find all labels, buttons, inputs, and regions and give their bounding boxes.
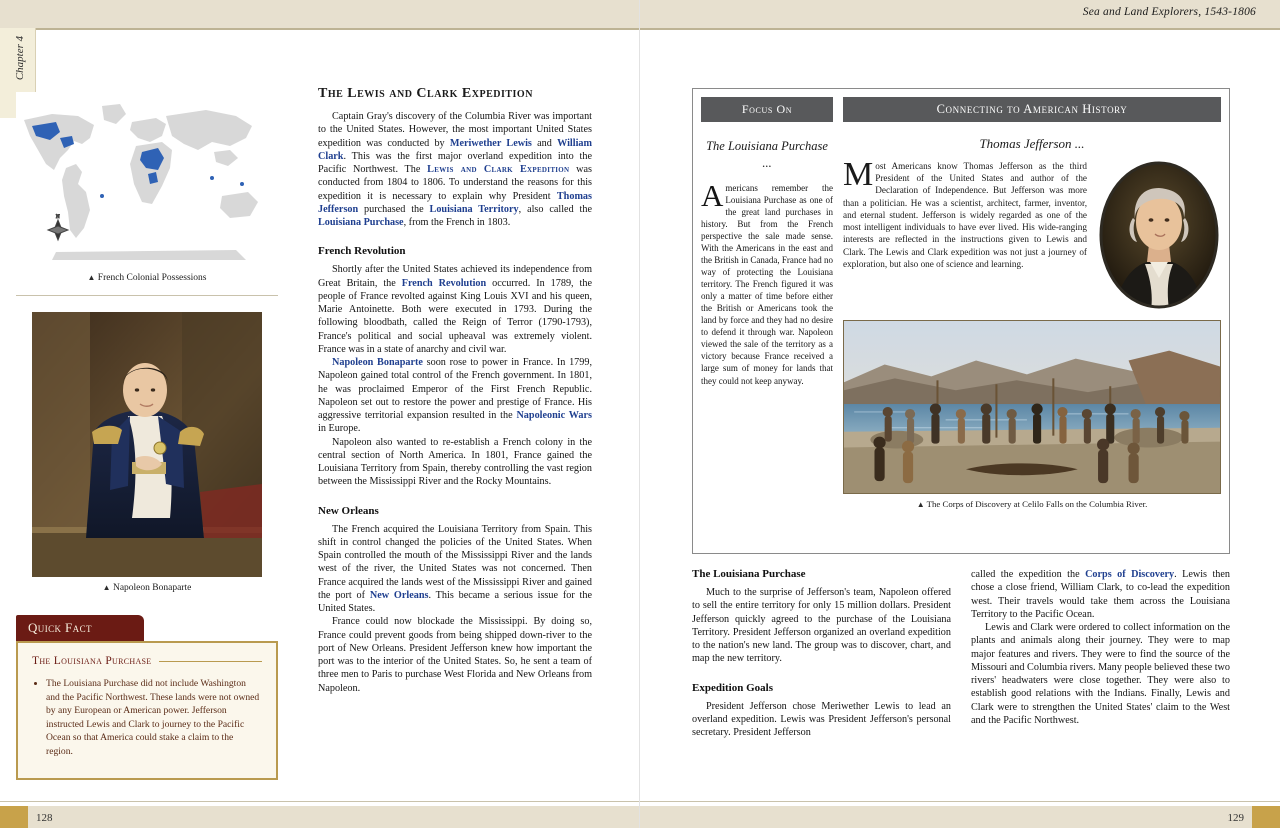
list-item: • The Louisiana Purchase did not include Washington and the Pacific Northwest. These lands were not owned by any European or American power. Jefferson instructed Lewis and Clark to journey to the Pacific Ocean so that America could stake a claim to the region. xyxy=(46,677,262,759)
caption-triangle-icon-3: ▲ xyxy=(916,500,925,509)
subheading-french-revolution: French Revolution xyxy=(318,245,406,258)
portrait-caption xyxy=(16,583,278,593)
map-caption-text: French Colonial Possessions xyxy=(97,273,207,283)
corps-of-discovery-photo xyxy=(843,320,1221,494)
folio-tab-right xyxy=(1252,806,1280,828)
link-louisiana-territory: Louisiana Territory xyxy=(429,203,519,215)
jefferson-portrait-svg xyxy=(1097,160,1221,310)
footer-rule-left xyxy=(0,801,640,802)
world-map-figure xyxy=(16,92,278,267)
paragraph: Much to the surprise of Jefferson's team, Napoleon offered to sell the entire territory for only 15 million dollars. President Jefferson quickly agreed to the purchase of the Louisiana Territory. President Jefferson organized an overland expedition to the nation's new land. The group was to discover, chart, and map the new territory. xyxy=(692,587,951,665)
section-heading-lewis-clark: The Lewis and Clark Expedition xyxy=(318,86,533,101)
right-column-2 xyxy=(971,568,1230,739)
map-caption xyxy=(16,273,278,283)
napoleon-portrait-svg xyxy=(32,312,262,577)
napoleon-portrait xyxy=(32,312,262,577)
link-new-orleans: New Orleans xyxy=(369,589,429,601)
link-louisiana-purchase: Louisiana Purchase xyxy=(318,217,404,228)
left-main-column xyxy=(318,86,592,695)
focus-on-tab: Focus On xyxy=(701,97,833,122)
paragraph: Shortly after the United States achieved its independence from Great Britain, the French Revolution occurred. In 1789, the people of France revolted against King Louis XVI and his queen, Marie Antoinette. Both were executed in 1793. During the following bloodbath, called the Reign of Terror (1790-1793), France's political and social upheaval was extremely violent. France was in a state of anarchy and civil war. xyxy=(318,264,592,355)
paragraph: Napoleon also wanted to re-establish a French colony in the central section of North America. In 1801, France gained the Louisiana Territory from Spain, thereby controlling the vast region between the Mississippi River and the Rocky Mountains. xyxy=(318,436,592,488)
quick-fact-title: The Louisiana Purchase xyxy=(32,655,152,667)
jefferson-portrait xyxy=(1097,160,1221,310)
focus-on-column xyxy=(701,97,833,545)
sidebar-divider-1 xyxy=(16,295,278,296)
world-map-svg xyxy=(16,92,278,267)
running-head: Sea and Land Explorers, 1543-1806 xyxy=(1082,6,1256,18)
paragraph: Lewis and Clark were ordered to collect information on the plants and animals along their journey. They were to map major features and rivers. They were to find the source of the Missouri and Columbia rivers. Many people believed these two rivers' headwaters were close together. They were also to establish good relations with the Indians. Finally, Lewis and Clark were to strengthen the United States' claim to the West and the Pacific Northwest. xyxy=(971,622,1230,726)
paragraph: France could now blockade the Mississippi. By doing so, France could prevent goods from being shipped down-river to the port of New Orleans. President Jefferson knew how important the port was to the interior of the United States. So, he sent a team of three men to Paris to purchase West Florida and New Orleans from Napoleon. xyxy=(318,616,592,694)
cah-dropcap: M xyxy=(843,156,874,193)
header-rule-right xyxy=(640,28,1280,30)
photo-caption xyxy=(843,499,1221,509)
link-napoleonic-wars: Napoleonic Wars xyxy=(516,410,592,421)
connecting-history-text xyxy=(843,156,1087,310)
quick-fact-title-rule xyxy=(159,661,262,662)
page-number-left: 128 xyxy=(36,812,53,824)
subheading-expedition-goals: Expedition Goals xyxy=(692,681,773,694)
link-napoleon-bonaparte: Napoleon Bonaparte xyxy=(332,357,423,368)
focus-on-title: The Louisiana Purchase ... xyxy=(706,139,828,170)
caption-triangle-icon-2: ▲ xyxy=(102,583,111,592)
connecting-history-column xyxy=(843,97,1221,545)
subheading-louisiana-purchase: The Louisiana Purchase xyxy=(692,568,806,580)
caption-triangle-icon: ▲ xyxy=(87,273,96,282)
focus-body-text: mericans remember the Louisiana Purchase as one of the great land purchases in history. But from the French perspective the sale made sense. With the Americans in the east and the British in Canada, France had no way of protecting the Louisiana territory. The French figured it was only a matter of time before either the British or Americans took the land by force and they had no desire to defend it through war. Napoleon viewed the sale of the territory as a victory because France received a large sum of money for lands that they could not keep anyway. xyxy=(701,182,833,386)
page-number-right: 129 xyxy=(1227,812,1244,824)
cah-body-text: ost Americans know Thomas Jefferson as the third President of the United States and author of the Declaration of Independence. But Jefferson was more than a politician. He was a scientist, architect, farmer, inventor, and eternal student. Jefferson is widely regarded as one of the most intelligent individuals to have ever lived. His wide-ranging interests are reflected in the instructions given to Lewis and Clark. The Lewis and Clark expedition was not just a journey of exploration, but also one of science and learning. xyxy=(843,161,1087,269)
paragraph: Napoleon Bonaparte soon rose to power in France. In 1799, Napoleon gained total control of the French government. In 1801, he was proclaimed Emperor of the First French Republic. Napoleon set out to restore the power and prestige of France. His aggressive territorial expansion resulted in the Napoleonic Wars in Europe. xyxy=(318,357,592,435)
feature-inner xyxy=(701,97,1221,545)
connecting-history-title: Thomas Jefferson ... xyxy=(979,136,1085,151)
quick-fact-body xyxy=(16,641,278,780)
chapter-tab-label: Chapter 4 xyxy=(14,35,26,81)
link-thomas-jefferson: Thomas Jefferson xyxy=(318,190,592,215)
subheading-new-orleans: New Orleans xyxy=(318,504,379,517)
link-lewis-clark-expedition: Lewis and Clark Expedition xyxy=(427,164,570,175)
footer-band-left xyxy=(0,806,640,828)
focus-on-text xyxy=(701,177,833,387)
right-column-1 xyxy=(692,568,951,739)
left-sidebar xyxy=(16,92,278,780)
focus-dropcap: A xyxy=(701,177,724,213)
footer-rule-right xyxy=(640,801,1280,802)
portrait-caption-text: Napoleon Bonaparte xyxy=(112,583,192,593)
paragraph: Captain Gray's discovery of the Columbia River was important to the United States. However, the most important United States expedition was conducted by Meriwether Lewis and William Clark. This was the first major overland expedition into the Pacific Northwest. The Lewis and Clark Expedition was conducted from 1804 to 1806. To understand the reasons for this expedition it is necessary to explain why President Thomas Jefferson purchased the Louisiana Territory, also called the Louisiana Purchase, from the French in 1803. xyxy=(318,111,592,228)
header-band-left xyxy=(0,0,640,28)
corps-photo-svg xyxy=(844,321,1220,493)
folio-tab-left xyxy=(0,806,28,828)
quick-fact-tab: Quick Fact xyxy=(16,615,144,641)
footer-band-right xyxy=(640,806,1280,828)
photo-caption-text: The Corps of Discovery at Celilo Falls on the Columbia River. xyxy=(926,499,1148,509)
paragraph: called the expedition the Corps of Discovery. Lewis then chose a close friend, William Clark, to co-lead the expedition west. Their travels would take them across the Louisiana Territory to the Pacific Ocean. xyxy=(971,569,1231,620)
header-rule-left xyxy=(0,28,640,30)
paragraph: The French acquired the Louisiana Territory from Spain. This shift in control changed the policies of the United States. When Spain controlled the mouth of the Mississippi River and the lands west of the river, the United States was not concerned. Then France acquired the lands west of the Mississippi River and gained the port of New Orleans. This became a serious issue for the United States. xyxy=(318,523,592,614)
svg-text:N: N xyxy=(56,215,60,220)
quick-fact-box xyxy=(16,615,278,780)
link-corps-of-discovery: Corps of Discovery xyxy=(1085,569,1175,580)
link-meriwether-lewis: Meriwether Lewis xyxy=(449,137,532,149)
quick-fact-list xyxy=(32,677,262,759)
link-william-clark: William Clark xyxy=(318,137,592,162)
paragraph: President Jefferson chose Meriwether Lewis to lead an overland expedition. Lewis was President Jefferson's personal secretary. President Jefferson xyxy=(692,700,951,738)
right-text-columns xyxy=(692,568,1230,739)
connecting-history-flow xyxy=(843,156,1221,310)
connecting-history-tab: Connecting to American History xyxy=(843,97,1221,122)
feature-box xyxy=(692,88,1230,554)
right-page xyxy=(640,0,1280,828)
quick-fact-title-row xyxy=(32,655,262,667)
link-french-revolution: French Revolution xyxy=(401,277,487,289)
